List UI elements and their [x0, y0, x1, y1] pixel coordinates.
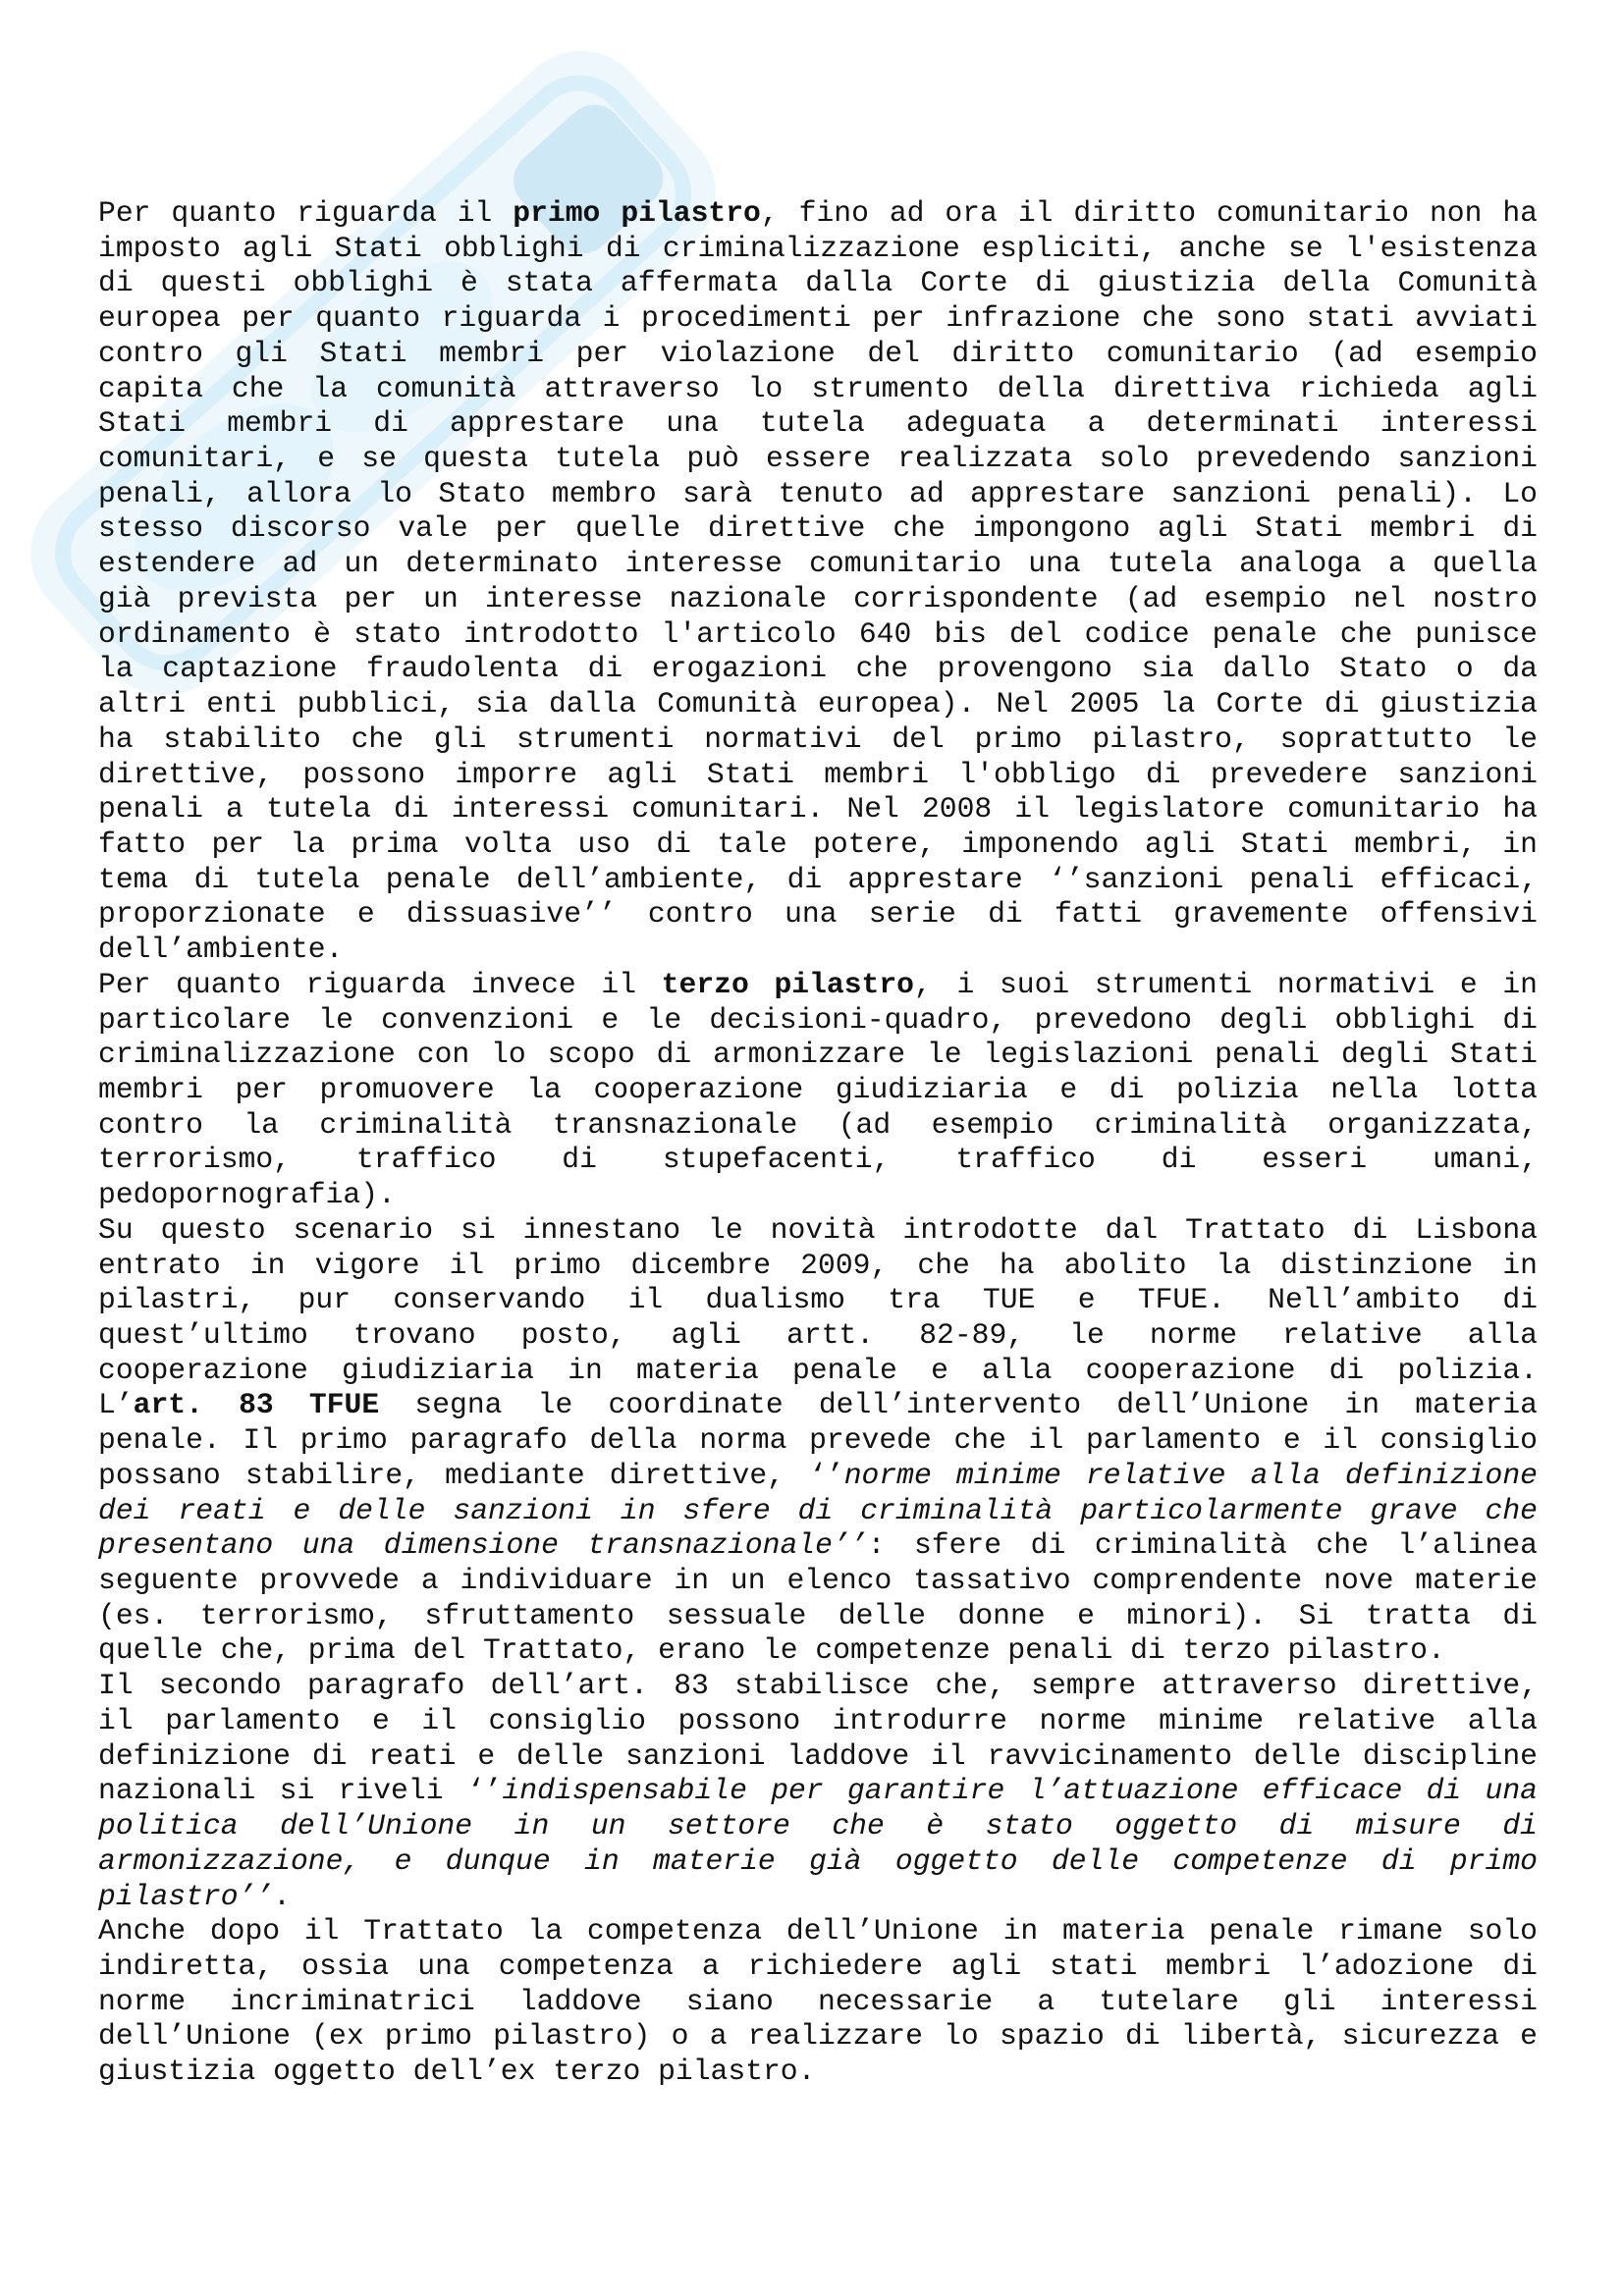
text-run: nazionali si riveli ‘’ [98, 1774, 503, 1808]
text-line [98, 442, 1538, 477]
text-line [98, 1003, 1538, 1039]
text-line [98, 1354, 1538, 1389]
text-line [98, 1599, 1538, 1634]
italic-text: politica dell’Unione in un settore che è stato oggetto di misure di [98, 1809, 1538, 1843]
text-line [98, 1914, 1538, 1949]
text-run: quelle che, prima del Trattato, erano le competenze penali di terzo pilastro. [98, 1633, 1445, 1668]
text-run: dell’ambiente. [98, 933, 344, 967]
text-run: (es. terrorismo, sfruttamento sessuale delle donne e minori). Si tratta di [98, 1598, 1538, 1632]
text-run: Stati membri di apprestare una tutela adeguata a determinati interessi [98, 406, 1538, 441]
italic-text: norme minime relative alla definizione [843, 1458, 1538, 1492]
text-run: penali a tutela di interessi comunitari. Nel 2008 il legislatore comunitario ha [98, 792, 1538, 827]
text-line [98, 337, 1538, 372]
text-run: di questi obblighi è stata affermata dalla Corte di giustizia della Comunità [98, 266, 1538, 300]
text-line [98, 1213, 1538, 1249]
text-line [98, 722, 1538, 758]
text-line [98, 547, 1538, 582]
text-run: contro la criminalità transnazionale (ad esempio criminalità organizzata, [98, 1107, 1538, 1142]
text-line [98, 1494, 1538, 1529]
italic-text: indispensabile per garantire l’attuazione efficace di una [502, 1774, 1538, 1808]
text-line [98, 1423, 1538, 1459]
text-line [98, 758, 1538, 793]
text-run: stesso discorso vale per quelle direttive che impongono agli Stati membri di [98, 511, 1538, 546]
text-line [98, 1633, 1538, 1669]
text-run: : sfere di criminalità che l’alinea [867, 1528, 1538, 1563]
text-line [98, 828, 1538, 863]
text-run: capita che la comunità attraverso lo strumento della direttiva richieda agli [98, 371, 1538, 405]
text-line [98, 617, 1538, 653]
text-line [98, 1459, 1538, 1494]
text-line [98, 1985, 1538, 2020]
text-run: definizione di reati e delle sanzioni laddove il ravvicinamento delle discipline [98, 1738, 1538, 1773]
text-line [98, 1108, 1538, 1144]
text-run: . [273, 1879, 291, 1913]
text-run: giustizia oggetto dell’ex terzo pilastro. [98, 2055, 816, 2089]
text-run: dell’Unione (ex primo pilastro) o a realizzare lo spazio di libertà, sicurezza e [98, 2019, 1538, 2054]
text-run: terrorismo, traffico di stupefacenti, traffico di esseri umani, [98, 1143, 1538, 1177]
text-line [98, 1844, 1538, 1880]
bold-text: art. 83 TFUE [133, 1388, 380, 1422]
text-run: particolare le convenzioni e le decisioni-quadro, prevedono degli obblighi di [98, 1002, 1538, 1037]
text-run: cooperazione giudiziaria in materia penale e alla cooperazione di polizia. [98, 1353, 1538, 1387]
text-run: , fino ad ora il diritto comunitario non ha [760, 196, 1538, 230]
text-run: entrato in vigore il primo dicembre 2009, che ha abolito la distinzione in [98, 1248, 1538, 1282]
text-line [98, 406, 1538, 442]
text-run: contro gli Stati membri per violazione del diritto comunitario (ad esempio [98, 336, 1538, 370]
text-run: quest’ultimo trovano posto, agli artt. 82-89, le norme relative alla [98, 1318, 1538, 1352]
text-line [98, 1249, 1538, 1284]
text-run: Anche dopo il Trattato la competenza dell’Unione in materia penale rimane solo [98, 1914, 1538, 1949]
text-run: , i suoi strumenti normativi e in [913, 967, 1538, 1001]
text-line [98, 1283, 1538, 1318]
text-line [98, 2055, 1538, 2090]
text-run: comunitari, e se questa tutela può essere realizzata solo prevedendo sanzioni [98, 442, 1538, 476]
text-line [98, 1564, 1538, 1599]
text-line [98, 1669, 1538, 1704]
text-run: seguente provvede a individuare in un elenco tassativo comprendente nove materie [98, 1564, 1538, 1598]
text-line [98, 477, 1538, 512]
text-line [98, 1528, 1538, 1564]
text-run: segna le coordinate dell’intervento dell’Unione in materia [379, 1388, 1538, 1422]
text-run: tema di tutela penale dell’ambiente, di apprestare ‘’sanzioni penali efficaci, [98, 862, 1538, 896]
text-line [98, 1774, 1538, 1809]
document-body [98, 196, 1538, 2090]
text-line [98, 1388, 1538, 1423]
text-run: Per quanto riguarda invece il [98, 967, 662, 1001]
text-run: Il secondo paragrafo dell’art. 83 stabilisce che, sempre attraverso direttive, [98, 1669, 1538, 1703]
text-run: imposto agli Stati obblighi di criminalizzazione espliciti, anche se l'esistenza [98, 231, 1538, 265]
text-line [98, 1739, 1538, 1775]
text-line [98, 2019, 1538, 2055]
text-line [98, 897, 1538, 933]
text-run: ha stabilito che gli strumenti normativi del primo pilastro, soprattutto le [98, 721, 1538, 756]
text-line [98, 266, 1538, 301]
text-line [98, 511, 1538, 547]
paragraph [98, 196, 1538, 968]
text-line [98, 863, 1538, 898]
paragraph [98, 1914, 1538, 2090]
text-line [98, 968, 1538, 1003]
italic-text: armonizzazione, e dunque in materie già oggetto delle competenze di primo [98, 1843, 1538, 1878]
text-run: possano stabilire, mediante direttive, ‘’ [98, 1458, 844, 1492]
text-run: fatto per la prima volta uso di tale potere, imponendo agli Stati membri, in [98, 827, 1538, 861]
text-run: proporzionate e dissuasive’’ contro una serie di fatti gravemente offensivi [98, 897, 1538, 932]
text-line [98, 1178, 1538, 1213]
text-line [98, 792, 1538, 828]
text-line [98, 196, 1538, 232]
text-line [98, 1073, 1538, 1108]
italic-text: presentano una dimensione transnazionale’’ [98, 1528, 868, 1563]
text-run: pedopornografia). [98, 1178, 396, 1212]
text-line [98, 687, 1538, 722]
text-run: estendere ad un determinato interesse comunitario una tutela analoga a quella [98, 547, 1538, 581]
text-run: indiretta, ossia una competenza a richiedere agli stati membri l’adozione di [98, 1949, 1538, 1983]
text-run: penale. Il primo paragrafo della norma prevede che il parlamento e il consiglio [98, 1423, 1538, 1458]
text-line [98, 372, 1538, 407]
text-line [98, 1704, 1538, 1739]
text-line [98, 1143, 1538, 1178]
text-line [98, 1318, 1538, 1354]
paragraph [98, 1669, 1538, 1914]
text-line [98, 582, 1538, 617]
italic-text: pilastro’’ [98, 1879, 274, 1913]
text-run: L’ [98, 1388, 134, 1422]
text-run: il parlamento e il consiglio possono introdurre norme minime relative alla [98, 1703, 1538, 1737]
text-line [98, 933, 1538, 968]
text-line [98, 652, 1538, 687]
text-line [98, 1949, 1538, 1985]
text-line [98, 1038, 1538, 1073]
text-run: Su questo scenario si innestano le novità introdotte dal Trattato di Lisbona [98, 1212, 1538, 1247]
text-run: già prevista per un interesse nazionale corrispondente (ad esempio nel nostro [98, 581, 1538, 615]
text-run: membri per promuovere la cooperazione giudiziaria e di polizia nella lotta [98, 1072, 1538, 1106]
text-run: direttive, possono imporre agli Stati membri l'obbligo di prevedere sanzioni [98, 757, 1538, 791]
italic-text: dei reati e delle sanzioni in sfere di criminalità particolarmente grave che [98, 1493, 1538, 1527]
text-line [98, 1880, 1538, 1915]
text-run: europea per quanto riguarda i procedimenti per infrazione che sono stati avviati [98, 301, 1538, 336]
text-run: pilastri, pur conservando il dualismo tra TUE e TFUE. Nell’ambito di [98, 1283, 1538, 1317]
text-run: ordinamento è stato introdotto l'articolo 640 bis del codice penale che punisce [98, 616, 1538, 651]
text-run: criminalizzazione con lo scopo di armonizzare le legislazioni penali degli Stati [98, 1038, 1538, 1072]
text-line [98, 1809, 1538, 1844]
text-run: Per quanto riguarda il [98, 196, 514, 230]
text-line [98, 301, 1538, 337]
text-run: la captazione fraudolenta di erogazioni che provengono sia dallo Stato o da [98, 652, 1538, 686]
text-run: penali, allora lo Stato membro sarà tenuto ad apprestare sanzioni penali). Lo [98, 476, 1538, 510]
text-run: norme incriminatrici laddove siano necessarie a tutelare gli interessi [98, 1984, 1538, 2018]
text-line [98, 232, 1538, 267]
paragraph [98, 1213, 1538, 1669]
text-run: altri enti pubblici, sia dalla Comunità europea). Nel 2005 la Corte di giustizia [98, 687, 1538, 721]
bold-text: primo pilastro [513, 196, 761, 230]
paragraph [98, 968, 1538, 1213]
bold-text: terzo pilastro [661, 967, 914, 1001]
